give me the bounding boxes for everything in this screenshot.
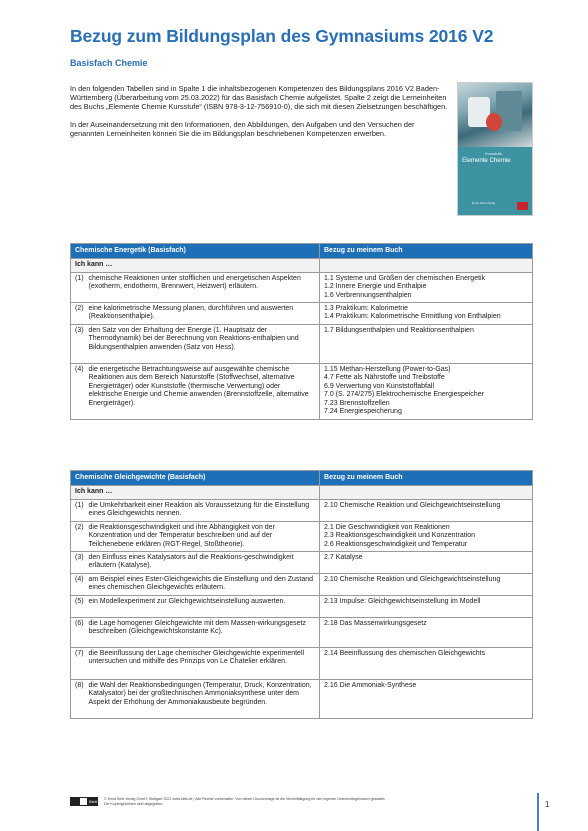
row-refs bbox=[320, 574, 533, 596]
ref-item: 2.14 Beeinflussung des chemischen Gleichgewichts bbox=[324, 650, 486, 658]
klett-logo-icon bbox=[70, 797, 98, 806]
row-number: (2) bbox=[71, 303, 85, 325]
table-header-book: Bezug zu meinem Buch bbox=[320, 244, 533, 259]
book-cover-image bbox=[457, 82, 533, 216]
table-row bbox=[71, 596, 533, 618]
ref-item: 2.10 Chemische Reaktion und Gleichgewichtseinstellung bbox=[324, 576, 501, 584]
book-publisher: Ernst Klett Verlag bbox=[472, 201, 496, 205]
page-title: Bezug zum Bildungsplan des Gymnasiums 2016 V2 bbox=[70, 26, 494, 46]
ref-item: 2.10 Chemische Reaktion und Gleichgewichtseinstellung bbox=[324, 501, 501, 509]
ref-item: 2.18 Das Massenwirkungsgesetz bbox=[324, 620, 427, 628]
row-description: den Einfluss eines Katalysators auf die Reaktions-geschwindigkeit erläutern (Katalyse). bbox=[85, 552, 320, 574]
row-description: den Satz von der Erhaltung der Energie (1. Hauptsatz der Thermodynamik) bei der Berechnung von Reaktions-enthalpien und Bildungsenthalpien anwenden (Satz von Hess). bbox=[85, 325, 320, 364]
row-description: die Beeinflussung der Lage chemischer Gleichgewichte experimentell untersuchen und mithilfe des Prinzips von Le Chatelier erklären. bbox=[85, 648, 320, 680]
row-refs bbox=[320, 552, 533, 574]
ref-item: 1.6 Verbrennungsenthalpien bbox=[324, 291, 412, 299]
ref-item: 7.23 Brennstoffzellen bbox=[324, 399, 390, 407]
table-row bbox=[71, 325, 533, 364]
intro-paragraph-1: In den folgenden Tabellen sind in Spalte 1 die inhaltsbezogenen Kompetenzen des Bildungsplans 2016 V2 Baden-Württemberg (Überarbeitung vom 25.03.2022) für das Basisfach Chemie aufgelistet. Spalte 2 zeigt die Lerneinheiten des Buchs „Elemente Chemie Kursstufe“ (ISBN 978-3-12-756910-0), die sich mit diesen Zielsetzungen beschäftigen. bbox=[70, 84, 448, 111]
table-row bbox=[71, 552, 533, 574]
row-number: (4) bbox=[71, 574, 85, 596]
intro-text bbox=[70, 84, 450, 147]
table-chemische-gleichgewichte bbox=[70, 470, 533, 719]
ref-item: 1.3 Praktikum: Kalorimetrie bbox=[324, 305, 409, 313]
ref-item: 7.0 (S. 274/275) Elektrochemische Energiespeicher bbox=[324, 391, 484, 399]
row-number: (1) bbox=[71, 272, 85, 302]
row-number: (8) bbox=[71, 680, 85, 719]
table-row bbox=[71, 618, 533, 648]
row-description: die energetische Betrachtungsweise auf ausgewählte chemische Reaktionen aus dem Bereich Naturstoffe (Stoffwechsel, alternative Energieträger) oder Kunststoffe (thermische Verwertung) oder elektrische Energie und Chemie anwenden (Brennstoffzelle, alternative Energieträger). bbox=[85, 364, 320, 420]
ref-item: 2.6 Reaktionsgeschwindigkeit und Temperatur bbox=[324, 540, 468, 548]
row-number: (3) bbox=[71, 325, 85, 364]
row-description: eine kalorimetrische Messung planen, durchführen und auswerten (Reaktionsenthalpie). bbox=[85, 303, 320, 325]
intro-paragraph-2: In der Auseinandersetzung mit den Informationen, den Abbildungen, den Aufgaben und den Versuchen der genannten Lerneinheiten können Sie die im Bildungsplan beschriebenen Kompetenzen erwerben. bbox=[70, 120, 415, 138]
row-refs bbox=[320, 618, 533, 648]
row-refs bbox=[320, 648, 533, 680]
ich-kann-row: Ich kann … bbox=[71, 486, 320, 499]
footer-divider bbox=[537, 793, 539, 831]
ref-item: 4.7 Fette als Nährstoffe und Treibstoffe bbox=[324, 374, 445, 382]
ref-item: 1.7 Bildungsenthalpien und Reaktionsenthalpien bbox=[324, 327, 474, 335]
table-row bbox=[71, 680, 533, 719]
ref-item: 1.4 Praktikum: Kalorimetrische Ermittlung von Enthalpien bbox=[324, 313, 501, 321]
row-description: ein Modellexperiment zur Gleichgewichtseinstellung auswerten. bbox=[85, 596, 320, 618]
row-description: die Lage homogener Gleichgewichte mit dem Massen-wirkungsgesetz beschreiben (Gleichgewichtskonstante Kc). bbox=[85, 618, 320, 648]
table-row bbox=[71, 521, 533, 551]
table-header-topic: Chemische Energetik (Basisfach) bbox=[71, 244, 320, 259]
ref-item: 2.16 Die Ammoniak-Synthese bbox=[324, 682, 417, 690]
row-refs bbox=[320, 303, 533, 325]
table-row bbox=[71, 574, 533, 596]
row-number: (1) bbox=[71, 499, 85, 521]
ref-item: 2.13 Impulse: Gleichgewichtseinstellung im Modell bbox=[324, 598, 481, 606]
row-number: (4) bbox=[71, 364, 85, 420]
ref-item: 2.3 Reaktionsgeschwindigkeit und Konzentration bbox=[324, 532, 476, 540]
row-refs bbox=[320, 499, 533, 521]
klett-logo-text: Klett bbox=[88, 799, 97, 804]
row-number: (3) bbox=[71, 552, 85, 574]
ref-item: 6.9 Verwertung von Kunststoffabfall bbox=[324, 382, 434, 390]
row-description: die Reaktionsgeschwindigkeit und ihre Abhängigkeit von der Konzentration und der Temperatur beschreiben und auf der Teilchenebene erklären (RGT-Regel, Stoßtheorie). bbox=[85, 521, 320, 551]
page-subtitle: Basisfach Chemie bbox=[70, 58, 148, 68]
ref-item: 2.7 Katalyse bbox=[324, 554, 363, 562]
row-description: die Wahl der Reaktionsbedingungen (Temperatur, Druck, Konzentration, Katalysator) bei der großtechnischen Ammoniaksynthese unter dem Aspekt der Erhöhung der Ammoniakausbeute begründen. bbox=[85, 680, 320, 719]
row-number: (5) bbox=[71, 596, 85, 618]
row-description: die Umkehrbarkeit einer Reaktion als Voraussetzung für die Einstellung eines Gleichgewichts nennen. bbox=[85, 499, 320, 521]
table-header-book: Bezug zu meinem Buch bbox=[320, 471, 533, 486]
ich-kann-row: Ich kann … bbox=[71, 259, 320, 272]
row-number: (7) bbox=[71, 648, 85, 680]
table-row bbox=[71, 303, 533, 325]
row-refs bbox=[320, 680, 533, 719]
table-row bbox=[71, 499, 533, 521]
ref-item: 1.1 Systeme und Größen der chemischen Energetik bbox=[324, 274, 486, 282]
row-refs bbox=[320, 325, 533, 364]
book-name: Elemente Chemie bbox=[462, 157, 511, 164]
row-description: am Beispiel eines Ester-Gleichgewichts die Einstellung und den Zustand eines chemischen Gleichgewichts erläutern. bbox=[85, 574, 320, 596]
ref-item: 1.2 Innere Energie und Enthalpie bbox=[324, 283, 427, 291]
ref-item: 1.15 Methan-Herstellung (Power-to-Gas) bbox=[324, 366, 451, 374]
book-cover-photo bbox=[458, 83, 532, 147]
publisher-logo-icon bbox=[517, 202, 528, 210]
page-number: 1 bbox=[545, 800, 550, 809]
footer-copyright: © Ernst Klett Verlag GmbH, Stuttgart 2022 www.klett.de | Alle Rechte vorbehalten. Von dieser Druckvorlage ist die Vervielfältigung für den eigenen Unterrichtsgebrauch gestattet. bbox=[104, 797, 386, 801]
table-chemische-energetik bbox=[70, 243, 533, 420]
row-number: (2) bbox=[71, 521, 85, 551]
footer-text bbox=[104, 797, 504, 806]
row-refs bbox=[320, 364, 533, 420]
table-header-topic: Chemische Gleichgewichte (Basisfach) bbox=[71, 471, 320, 486]
row-number: (6) bbox=[71, 618, 85, 648]
table-row bbox=[71, 272, 533, 302]
row-refs bbox=[320, 596, 533, 618]
footer-note: Die Kopiergebühren sind abgegolten. bbox=[104, 801, 164, 806]
row-refs bbox=[320, 272, 533, 302]
table-row bbox=[71, 648, 533, 680]
row-refs bbox=[320, 521, 533, 551]
ref-item: 2.1 Die Geschwindigkeit von Reaktionen bbox=[324, 523, 450, 531]
book-series: Kursstufe bbox=[485, 151, 502, 156]
row-description: chemische Reaktionen unter stofflichen und energetischen Aspekten (exotherm, endotherm, Brennwert, Heizwert) erläutern. bbox=[85, 272, 320, 302]
ref-item: 7.24 Energiespeicherung bbox=[324, 408, 402, 416]
table-row bbox=[71, 364, 533, 420]
